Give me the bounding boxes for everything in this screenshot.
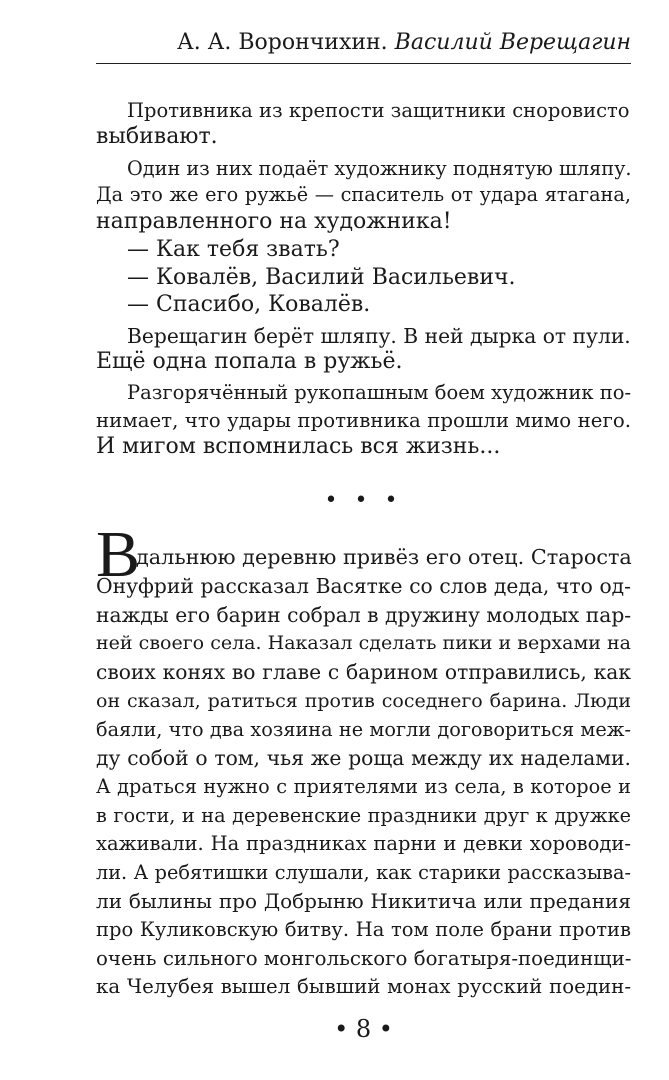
header-rule bbox=[96, 63, 631, 64]
text-line: направленного на художника! bbox=[96, 209, 452, 234]
running-header bbox=[96, 28, 631, 58]
section-separator: • • • bbox=[324, 488, 403, 513]
text-line: ка Челубея вышел бывший монах русский поедин- bbox=[96, 975, 631, 998]
text-line: нимает, что удары противника прошли мимо него. bbox=[96, 409, 631, 432]
chapter-first-line: дальнюю деревню привёз его отец. Староста bbox=[136, 545, 632, 569]
text-line: в гости, и на деревенские праздники друг к дружке bbox=[96, 804, 631, 827]
page-number: • 8 • bbox=[334, 1015, 393, 1043]
text-line: Онуфрий рассказал Васятке со слов деда, что од- bbox=[96, 574, 631, 598]
text-line: хаживали. На праздниках парни и девки хороводи- bbox=[96, 832, 631, 855]
text-line: А драться нужно с приятелями из села, в которое и bbox=[96, 775, 631, 798]
header-book-title: Василий Верещагин bbox=[394, 30, 631, 55]
text-line: — Ковалёв, Василий Васильевич. bbox=[127, 265, 516, 290]
text-line: Ещё одна попала в ружьё. bbox=[96, 349, 403, 374]
text-line: Верещагин берёт шляпу. В ней дырка от пули. bbox=[127, 324, 631, 348]
text-line: очень сильного монгольского богатыря-поединщи- bbox=[96, 947, 632, 970]
text-line: — Как тебя звать? bbox=[127, 237, 340, 262]
text-line: Противника из крепости защитники сноровисто bbox=[127, 99, 630, 122]
text-line: нажды его барин собрал в дружину молодых пар- bbox=[96, 603, 632, 627]
drop-cap: В bbox=[96, 518, 141, 591]
text-line: Один из них подаёт художнику поднятую шляпу. bbox=[127, 157, 632, 180]
text-line: про Куликовскую битву. На том поле брани против bbox=[96, 918, 631, 941]
text-line: своих конях во главе с барином отправились, как bbox=[96, 660, 631, 684]
text-line: ли былины про Добрыню Никитича или предания bbox=[96, 889, 631, 913]
text-line: И мигом вспомнилась вся жизнь... bbox=[96, 434, 501, 459]
text-line: баяли, что два хозяина не могли договориться меж- bbox=[96, 718, 631, 741]
text-line: Разгорячённый рукопашным боем художник по- bbox=[127, 381, 632, 404]
text-line: ду собой о том, чья же роща между их наделами. bbox=[96, 746, 631, 770]
text-line: ней своего села. Наказал сделать пики и верхами на bbox=[96, 632, 631, 654]
text-line: — Спасибо, Ковалёв. bbox=[127, 292, 371, 317]
header-author: А. А. Ворончихин. bbox=[177, 30, 388, 55]
text-line: он сказал, ратиться против соседнего барина. Люди bbox=[96, 690, 631, 712]
text-line: ли. А ребятишки слушали, как старики рассказыва- bbox=[96, 861, 631, 884]
text-line: Да это же его ружьё — спаситель от удара ятагана, bbox=[96, 183, 631, 206]
text-line: выбивают. bbox=[96, 124, 218, 149]
